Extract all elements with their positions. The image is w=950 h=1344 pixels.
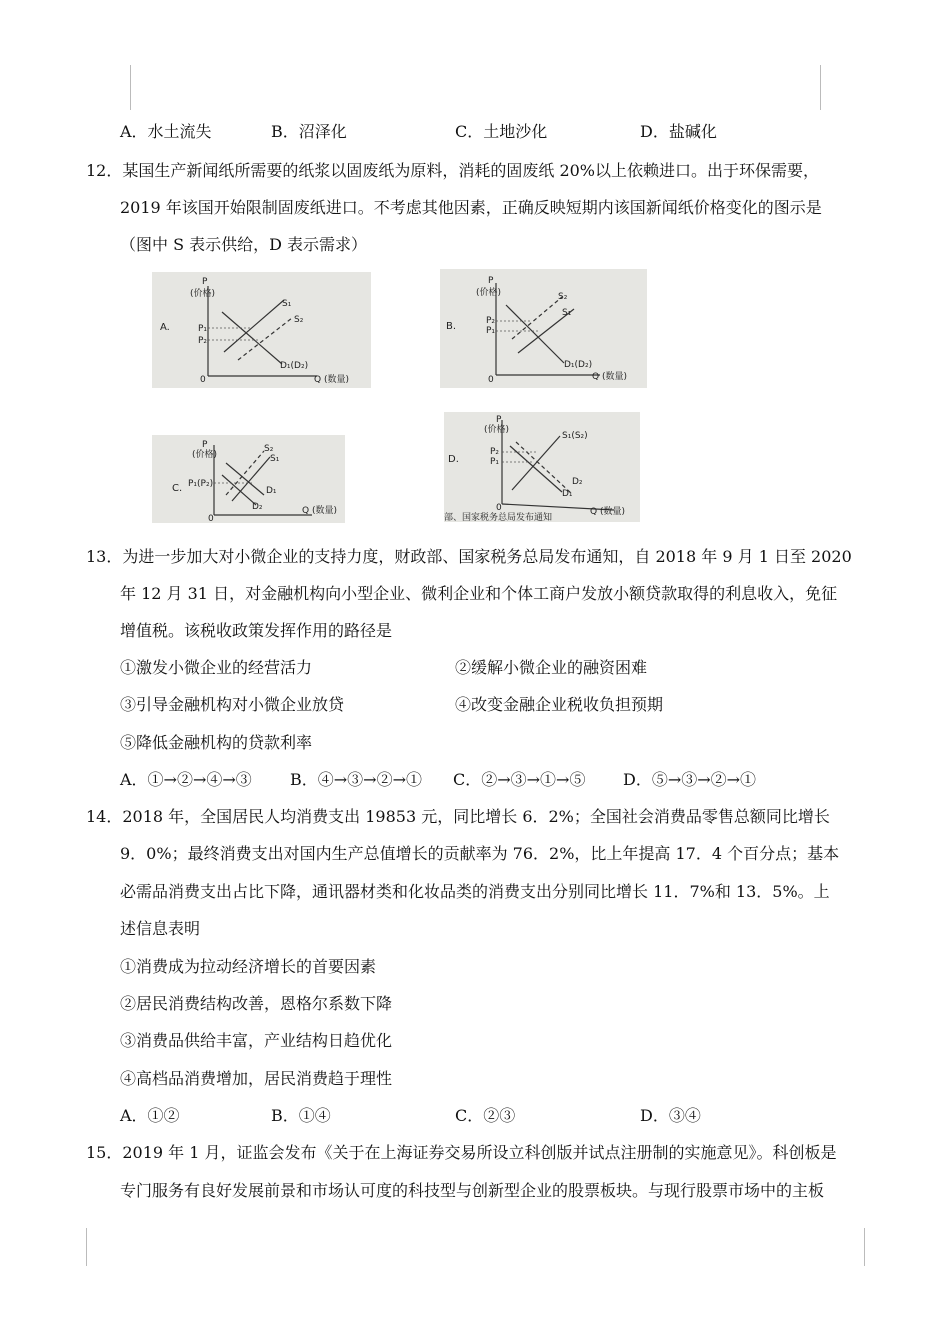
- svg-text:P₁: P₁: [486, 326, 496, 336]
- graph-option-c: [152, 435, 345, 523]
- svg-text:0: 0: [496, 503, 502, 513]
- corner-mark-top-left: [130, 65, 131, 110]
- graph-a-letter: A.: [160, 322, 170, 333]
- graph-c-p-label: P: [202, 440, 208, 450]
- q14-option-d: D．③④: [640, 1106, 701, 1125]
- q12-stem-line-2: 2019 年该国开始限制固废纸进口。不考虑其他因素，正确反映短期内该国新闻纸价格变化的图示是: [120, 198, 822, 217]
- graph-b-q-label: Q (数量): [592, 372, 627, 382]
- svg-text:S₂: S₂: [264, 444, 274, 454]
- graph-b-letter: B.: [446, 321, 457, 332]
- svg-text:S₂: S₂: [558, 292, 568, 302]
- q11-option-a: A．水土流失: [120, 122, 212, 141]
- graph-b-p-unit: (价格): [476, 288, 502, 298]
- graph-a-q-label: Q (数量): [314, 375, 349, 385]
- graph-c-p-unit: (价格): [192, 450, 218, 460]
- svg-text:D₂: D₂: [572, 477, 583, 487]
- q13-item-4: ④改变金融企业税收负担预期: [455, 695, 664, 714]
- svg-text:D₁(D₂): D₁(D₂): [280, 361, 309, 371]
- svg-text:P₁: P₁: [490, 457, 500, 467]
- svg-text:0: 0: [200, 375, 206, 385]
- svg-text:P₂: P₂: [490, 447, 500, 457]
- graph-d-letter: D.: [448, 454, 459, 465]
- corner-mark-top-right: [820, 65, 821, 110]
- svg-text:P₂: P₂: [486, 316, 496, 326]
- q13-stem-line-2: 年 12 月 31 日，对金融机构向小型企业、微利企业和个体工商户发放小额贷款取得的利息收入，免征: [120, 584, 838, 603]
- svg-text:0: 0: [488, 375, 494, 385]
- q13-item-1: ①激发小微企业的经营活力: [120, 658, 313, 677]
- q12-stem-line-3: （图中 S 表示供给，D 表示需求）: [120, 235, 368, 254]
- graph-d-p-unit: (价格): [484, 425, 510, 435]
- q14-stem-line-2: 9．0%；最终消费支出对国内生产总值增长的贡献率为 76．2%，比上年提高 17．4 个百分点；基本: [120, 844, 840, 863]
- q14-option-c: C．②③: [455, 1106, 516, 1125]
- graph-d-q-label: Q (数量): [590, 507, 625, 517]
- graph-d-caption: 部、国家税务总局发布通知: [444, 513, 553, 522]
- q13-item-5: ⑤降低金融机构的贷款利率: [120, 733, 313, 752]
- q11-option-b: B．沼泽化: [271, 122, 347, 141]
- graph-d-p-label: P: [496, 415, 502, 425]
- svg-text:P₁: P₁: [198, 324, 208, 334]
- corner-mark-bottom-left: [86, 1228, 87, 1266]
- q13-option-c: C．②→③→①→⑤: [453, 770, 586, 789]
- svg-text:D₁(D₂): D₁(D₂): [564, 360, 593, 370]
- corner-mark-bottom-right: [864, 1228, 865, 1266]
- svg-text:S₁: S₁: [282, 299, 292, 309]
- svg-text:D₁: D₁: [562, 489, 573, 499]
- q14-stem-line-4: 述信息表明: [120, 919, 201, 938]
- graph-c-q-label: Q (数量): [302, 506, 337, 516]
- q14-item-3: ③消费品供给丰富，产业结构日趋优化: [120, 1031, 393, 1050]
- svg-text:D₂: D₂: [252, 502, 263, 512]
- q13-option-d: D．⑤→③→②→①: [623, 770, 757, 789]
- q11-option-d: D．盐碱化: [640, 122, 717, 141]
- svg-text:D₁: D₁: [266, 486, 277, 496]
- svg-text:0: 0: [208, 514, 214, 523]
- q15-stem-line-1: 15．2019 年 1 月，证监会发布《关于在上海证券交易所设立科创版并试点注册制的实施意见》。科创板是: [86, 1143, 837, 1162]
- q13-option-b: B．④→③→②→①: [290, 770, 422, 789]
- q13-item-3: ③引导金融机构对小微企业放贷: [120, 695, 345, 714]
- svg-text:P₁(P₂): P₁(P₂): [188, 479, 214, 489]
- graph-c-letter: C.: [172, 483, 183, 494]
- q12-stem-line-1: 12．某国生产新闻纸所需要的纸浆以固废纸为原料，消耗的固废纸 20%以上依赖进口。出于环保需要，: [86, 161, 820, 180]
- q14-stem-line-3: 必需品消费支出占比下降，通讯器材类和化妆品类的消费支出分别同比增长 11．7%和 13．5%。上: [120, 882, 830, 901]
- q13-stem-line-1: 13．为进一步加大对小微企业的支持力度，财政部、国家税务总局发布通知，自 2018 年 9 月 1 日至 2020: [86, 547, 852, 566]
- q13-option-a: A．①→②→④→③: [120, 770, 252, 789]
- svg-text:P₂: P₂: [198, 336, 208, 346]
- q13-stem-line-3: 增值税。该税收政策发挥作用的路径是: [120, 621, 393, 640]
- q14-item-1: ①消费成为拉动经济增长的首要因素: [120, 957, 377, 976]
- graph-a-p-unit: (价格): [190, 289, 216, 299]
- q14-option-b: B．①④: [271, 1106, 331, 1125]
- q11-option-c: C．土地沙化: [455, 122, 548, 141]
- q15-stem-line-2: 专门服务有良好发展前景和市场认可度的科技型与创新型企业的股票板块。与现行股票市场中的主板: [120, 1181, 825, 1200]
- graph-option-b: [440, 269, 647, 388]
- graph-b-p-label: P: [488, 276, 494, 286]
- q14-option-a: A．①②: [120, 1106, 180, 1125]
- graph-a-p-label: P: [202, 277, 208, 287]
- graph-option-a: [152, 272, 371, 388]
- graph-option-d: [444, 412, 640, 522]
- svg-text:S₁(S₂): S₁(S₂): [562, 431, 588, 441]
- q14-item-4: ④高档品消费增加，居民消费趋于理性: [120, 1069, 393, 1088]
- svg-text:S₁: S₁: [270, 454, 280, 464]
- q14-item-2: ②居民消费结构改善，恩格尔系数下降: [120, 994, 393, 1013]
- svg-text:S₁: S₁: [562, 308, 572, 318]
- svg-text:S₂: S₂: [294, 315, 304, 325]
- q13-item-2: ②缓解小微企业的融资困难: [455, 658, 648, 677]
- q14-stem-line-1: 14．2018 年，全国居民人均消费支出 19853 元，同比增长 6．2%；全国社会消费品零售总额同比增长: [86, 807, 830, 826]
